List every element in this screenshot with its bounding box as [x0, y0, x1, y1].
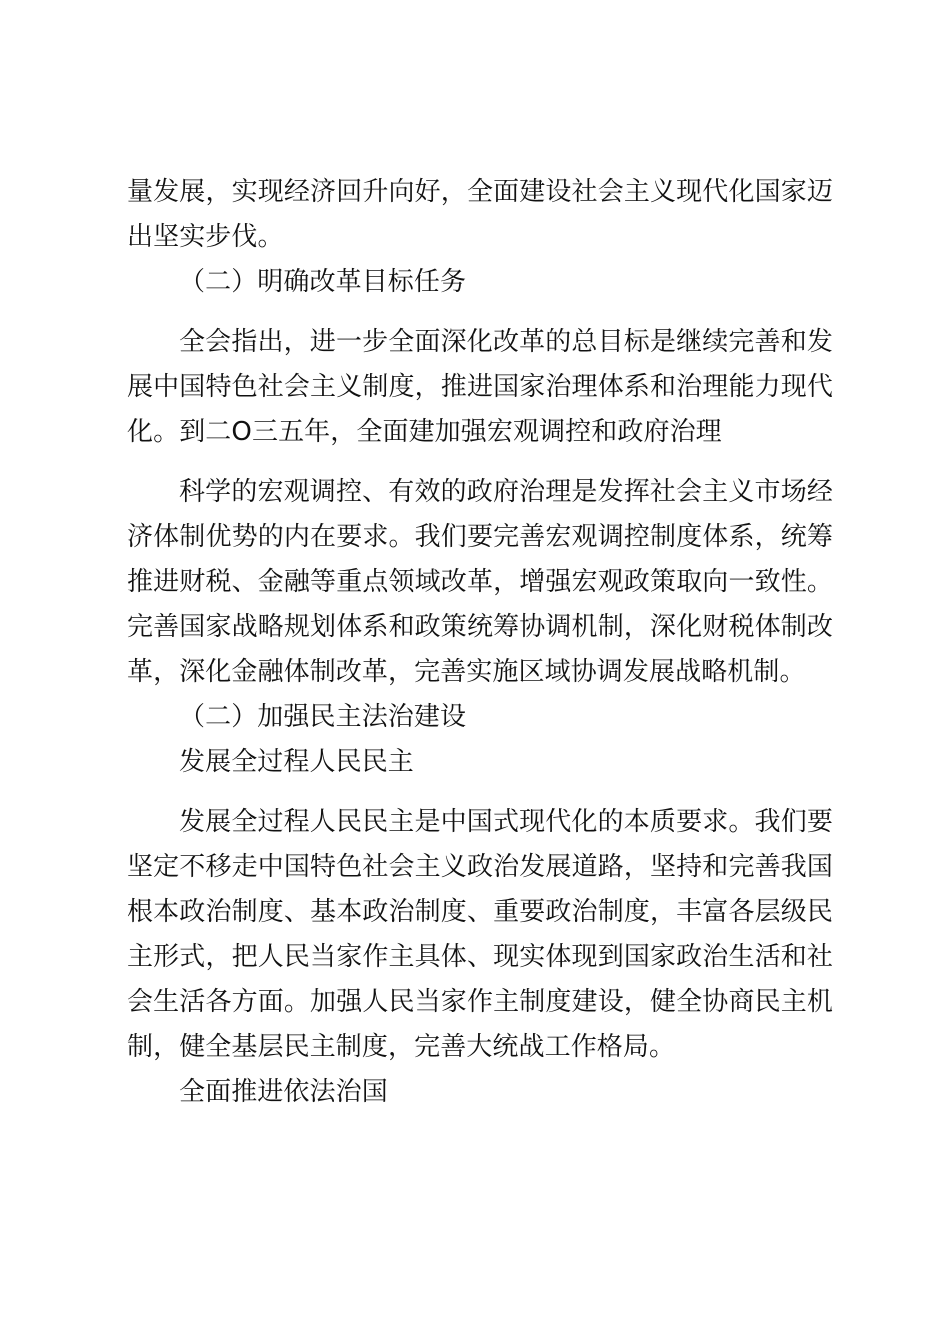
paragraph-whole-process-democracy: 发展全过程人民民主是中国式现代化的本质要求。我们要坚定不移走中国特色社会主义政治发展道路，坚持和完善我国根本政治制度、基本政治制度、重要政治制度，丰富各层级民主形式，把人民当家作主具体、现实体现到国家政治生活和社会生活各方面。加强人民当家作主制度建设，健全协商民主机制，健全基层民主制度，完善大统战工作格局。 — [127, 807, 833, 1062]
paragraph-macro-control: 科学的宏观调控、有效的政府治理是发挥社会主义市场经济体制优势的内在要求。我们要完善宏观调控制度体系，统筹推进财税、金融等重点领域改革，增强宏观政策取向一致性。完善国家战略规划体系和政策统筹协调机制，深化财税体制改革，深化金融体制改革，完善实施区域协调发展战略机制。 — [127, 477, 833, 687]
subheading-whole-process-democracy: 发展全过程人民民主 — [179, 747, 414, 777]
subheading-rule-of-law: 全面推进依法治国 — [179, 1077, 388, 1107]
section-heading-reform-goals: （二）明确改革目标任务 — [179, 267, 467, 297]
paragraph-plenum-goal: 全会指出，进一步全面深化改革的总目标是继续完善和发展中国特色社会主义制度，推进国家治理体系和治理能力现代化。到二O三五年，全面建加强宏观调控和政府治理 — [127, 327, 833, 447]
section-heading-democracy-rule-of-law: （二）加强民主法治建设 — [179, 702, 467, 732]
document-body — [127, 170, 833, 1115]
paragraph-continued: 量发展，实现经济回升向好，全面建设社会主义现代化国家迈出坚实步伐。 — [127, 177, 833, 252]
